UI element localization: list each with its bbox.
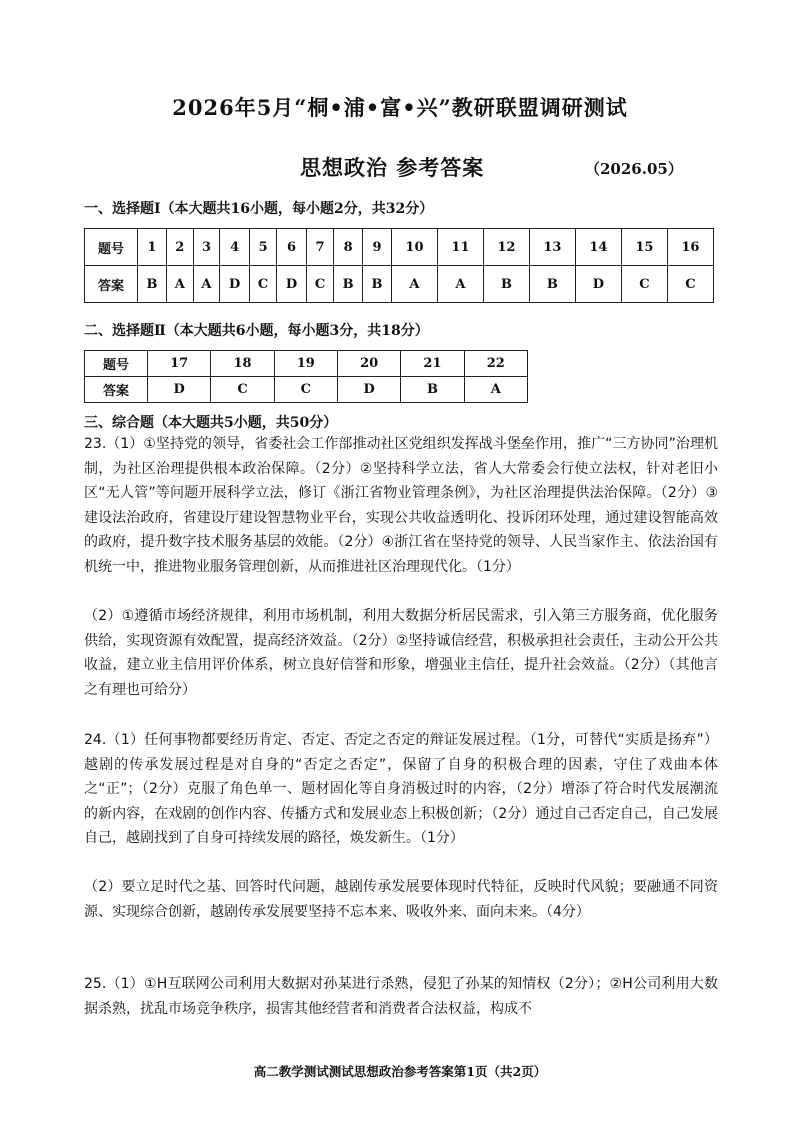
page-footer: 高二教学测试测试思想政治参考答案第1页（共2页） <box>253 1064 547 1079</box>
question-number: 17 <box>148 351 211 377</box>
q23-part1: 23.（1）①坚持党的领导，省委社会工作部推动社区党组织发挥战斗堡垒作用，推广“三方协同”治理机制，为社区治理提供根本政治保障。（2分）②坚持科学立法，省人大常委会行使立法权，针对老旧小区“无人管”等问题开展科学立法，修订《浙江省物业管理条例》，为社区治理提供法治保障。（2分）③建设法治政府，省建设厅建设智慧物业平台，实现公共收益透明化、投诉闭环处理，通过建设智能高效的政府，提升数字技术服务基层的效能。（2分）④浙江省在坚持党的领导、人民当家作主、依法治国有机统一中，推进物业服务管理创新，从而推进社区治理现代化。（1分） <box>84 436 718 575</box>
answer-cell: C <box>306 266 333 303</box>
question-number: 9 <box>363 229 392 266</box>
answer-cell: C <box>274 377 337 403</box>
question-number-row <box>85 351 528 377</box>
answer-cell: C <box>249 266 276 303</box>
section2-heading: 二、选择题Ⅱ（本大题共6小题，每小题3分，共18分） <box>84 323 429 339</box>
answer-table-1 <box>84 228 714 303</box>
answer-cell: D <box>148 377 211 403</box>
answer-cell: C <box>621 266 667 303</box>
section1-heading: 一、选择题Ⅰ（本大题共16小题，每小题2分，共32分） <box>84 201 434 217</box>
answer-cell: B <box>483 266 529 303</box>
answer-cell: B <box>401 377 464 403</box>
answer-row <box>85 266 714 303</box>
answer-cell: B <box>363 266 392 303</box>
row-label-question: 题号 <box>85 351 148 377</box>
question-number: 1 <box>138 229 167 266</box>
question-number: 11 <box>437 229 483 266</box>
answer-cell: D <box>220 266 250 303</box>
question-number-row <box>85 229 714 266</box>
answer-cell: A <box>437 266 483 303</box>
answer-cell: D <box>277 266 307 303</box>
exam-date: （2026.05） <box>585 160 683 178</box>
question-number: 4 <box>220 229 250 266</box>
row-label-answer: 答案 <box>85 266 138 303</box>
question-number: 5 <box>249 229 276 266</box>
answer-row <box>85 377 528 403</box>
answer-cell: A <box>193 266 220 303</box>
question-number: 10 <box>391 229 437 266</box>
question-number: 20 <box>337 351 400 377</box>
row-label-question: 题号 <box>85 229 138 266</box>
question-number: 8 <box>334 229 363 266</box>
answer-cell: D <box>575 266 621 303</box>
answer-cell: B <box>138 266 167 303</box>
q25-part1: 25.（1）①H互联网公司利用大数据对孙某进行杀熟，侵犯了孙某的知情权（2分）；②H公司利用大数据杀熟，扰乱市场竞争秩序，损害其他经营者和消费者合法权益，构成不 <box>84 976 718 1017</box>
question-number: 2 <box>166 229 193 266</box>
question-number: 6 <box>277 229 307 266</box>
question-number: 13 <box>529 229 575 266</box>
answer-cell: D <box>337 377 400 403</box>
q24-part2: （2）要立足时代之基、回答时代问题，越剧传承发展要体现时代特征，反映时代风貌；要融通不同资源、实现综合创新，越剧传承发展要坚持不忘本来、吸收外来、面向未来。（4分） <box>84 879 718 920</box>
question-number: 3 <box>193 229 220 266</box>
question-number: 12 <box>483 229 529 266</box>
page-title: 2026年5月“桐•浦•富•兴”教研联盟调研测试 <box>172 95 628 120</box>
answer-cell: C <box>667 266 713 303</box>
question-number: 21 <box>401 351 464 377</box>
question-number: 15 <box>621 229 667 266</box>
section3-heading: 三、综合题（本大题共5小题，共50分） <box>84 415 338 431</box>
answer-cell: A <box>391 266 437 303</box>
question-number: 14 <box>575 229 621 266</box>
answer-cell: C <box>211 377 274 403</box>
question-number: 22 <box>464 351 527 377</box>
q24-part1: 24.（1）任何事物都要经历肯定、否定、否定之否定的辩证发展过程。（1分，可替代“实质是扬弃”）越剧的传承发展过程是对自身的“否定之否定”，保留了自身的积极合理的因素，守住了戏曲本体之“正”；（2分）克服了角色单一、题材固化等自身消极过时的内容，（2分）增添了符合时代发展潮流的新内容，在戏剧的创作内容、传播方式和发展业态上积极创新；（2分）通过自己否定自己，自己发展自己，越剧找到了自身可持续发展的路径，焕发新生。（1分） <box>84 732 718 846</box>
question-number: 7 <box>306 229 333 266</box>
answer-cell: B <box>529 266 575 303</box>
page-subtitle: 思想政治 参考答案 <box>300 155 485 180</box>
question-number: 18 <box>211 351 274 377</box>
answer-table-2 <box>84 350 528 403</box>
answer-cell: A <box>166 266 193 303</box>
row-label-answer: 答案 <box>85 377 148 403</box>
question-number: 19 <box>274 351 337 377</box>
answer-cell: A <box>464 377 527 403</box>
answer-cell: B <box>334 266 363 303</box>
q23-part2: （2）①遵循市场经济规律，利用市场机制，利用大数据分析居民需求，引入第三方服务商，优化服务供给，实现资源有效配置，提高经济效益。（2分）②坚持诚信经营，积极承担社会责任，主动公开公共收益，建立业主信用评价体系，树立良好信誉和形象，增强业主信任，提升社会效益。（2分）（其他言之有理也可给分） <box>84 608 718 698</box>
question-number: 16 <box>667 229 713 266</box>
